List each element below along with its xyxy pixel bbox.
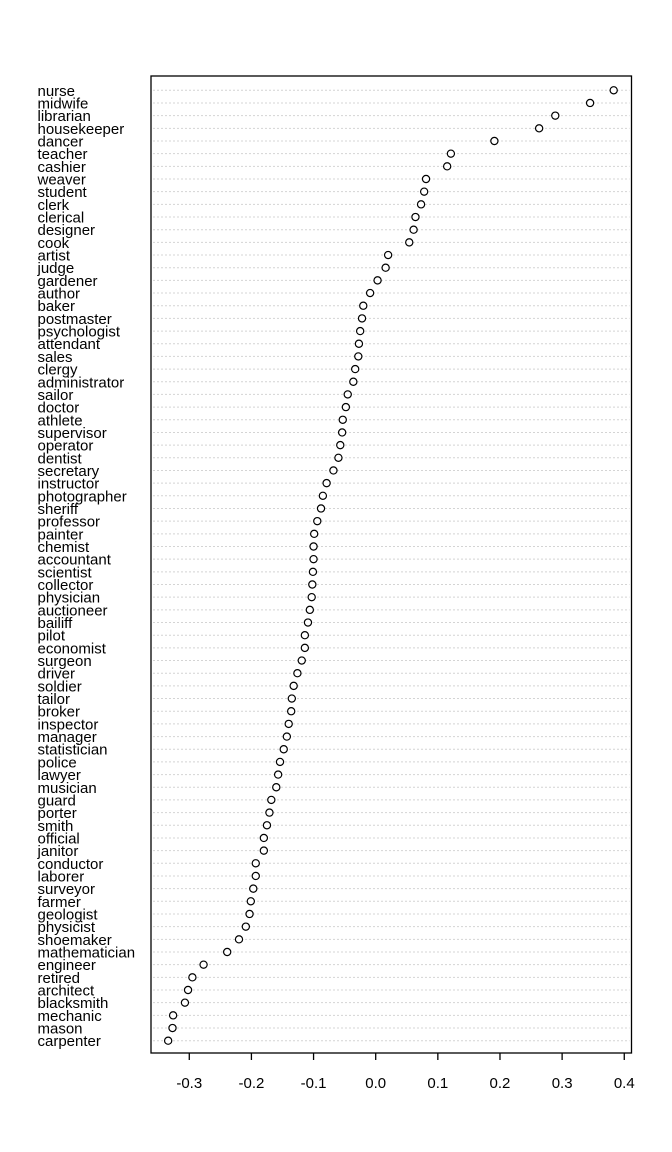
data-point-auctioneer [306,606,313,613]
data-point-nurse [610,87,617,94]
category-label-teacher: teacher [37,146,88,164]
category-label-instructor: instructor [37,475,100,493]
data-point-psychologist [357,327,364,334]
data-point-chemist [310,543,317,550]
category-label-housekeeper: housekeeper [37,120,125,138]
category-label-clerical: clerical [37,209,85,227]
category-label-architect: architect [37,982,95,1000]
data-point-accountant [310,556,317,563]
data-point-tailor [288,695,295,702]
data-point-operator [337,442,344,449]
category-label-pilot: pilot [37,627,66,645]
category-label-soldier: soldier [37,678,82,696]
category-label-tailor: tailor [37,691,71,709]
data-point-designer [410,226,417,233]
category-label-photographer: photographer [37,488,127,506]
data-point-bailiff [304,619,311,626]
data-point-baker [360,302,367,309]
category-label-judge: judge [37,260,75,278]
data-point-housekeeper [536,125,543,132]
category-label-postmaster: postmaster [37,310,112,328]
data-point-retired [189,974,196,981]
category-label-shoemaker: shoemaker [37,931,112,949]
category-label-weaver: weaver [37,171,86,189]
category-label-physicist: physicist [37,919,96,937]
data-point-clerk [417,201,424,208]
data-point-clergy [352,365,359,372]
data-point-cook [406,239,413,246]
data-point-guard [268,796,275,803]
category-label-farmer: farmer [37,893,81,911]
data-point-conductor [252,860,259,867]
category-label-librarian: librarian [37,108,91,126]
data-point-photographer [319,492,326,499]
data-point-scientist [309,568,316,575]
data-point-cashier [444,163,451,170]
category-label-statistician: statistician [37,741,108,759]
category-label-retired: retired [37,969,81,987]
category-label-supervisor: supervisor [37,424,107,442]
category-label-manager: manager [37,729,97,747]
data-point-administrator [350,378,357,385]
x-tick-label: 0.0 [365,1075,387,1092]
x-tick-label: -0.2 [238,1075,265,1092]
data-point-teacher [447,150,454,157]
data-point-farmer [247,898,254,905]
x-tick-label: 0.1 [427,1075,449,1092]
category-label-lawyer: lawyer [37,767,81,785]
category-label-laborer: laborer [37,868,85,886]
category-label-dentist: dentist [37,450,82,468]
data-point-librarian [552,112,559,119]
data-point-author [367,289,374,296]
category-label-guard: guard [37,792,76,810]
category-label-surveyor: surveyor [37,881,96,899]
data-point-manager [283,733,290,740]
category-label-midwife: midwife [37,95,89,113]
data-point-broker [288,708,295,715]
category-label-carpenter: carpenter [37,1033,101,1051]
data-point-shoemaker [235,936,242,943]
data-point-artist [385,251,392,258]
category-label-painter: painter [37,526,84,544]
data-point-doctor [342,404,349,411]
data-point-musician [273,784,280,791]
category-label-administrator: administrator [37,374,125,392]
data-point-physician [308,594,315,601]
data-point-sheriff [317,505,324,512]
data-point-laborer [252,872,259,879]
plot-frame [151,76,632,1053]
data-point-blacksmith [181,999,188,1006]
data-point-lawyer [275,771,282,778]
x-tick-label: 0.3 [551,1075,573,1092]
category-label-operator: operator [37,437,94,455]
category-label-psychologist: psychologist [37,323,121,341]
category-label-sales: sales [37,348,73,366]
data-point-clerical [412,213,419,220]
category-label-accountant: accountant [37,551,111,569]
category-label-author: author [37,285,81,303]
category-label-designer: designer [37,222,96,240]
category-label-bailiff: bailiff [37,615,73,633]
x-tick-label: 0.2 [489,1075,511,1092]
data-point-instructor [323,480,330,487]
category-label-sheriff: sheriff [37,500,79,518]
category-label-mathematician: mathematician [37,944,136,962]
x-tick-label: 0.4 [613,1075,635,1092]
data-point-driver [294,670,301,677]
data-point-supervisor [339,429,346,436]
category-label-collector: collector [37,577,94,595]
category-label-attendant: attendant [37,336,101,354]
data-point-collector [309,581,316,588]
category-label-surgeon: surgeon [37,653,92,671]
category-label-musician: musician [37,779,97,797]
category-label-engineer: engineer [37,957,96,975]
category-label-sailor: sailor [37,386,74,404]
category-label-mason: mason [37,1020,83,1038]
data-point-sales [355,353,362,360]
category-label-physician: physician [37,589,101,607]
x-tick-label: -0.1 [300,1075,327,1092]
data-point-weaver [422,175,429,182]
data-point-postmaster [358,315,365,322]
data-point-dancer [491,137,498,144]
data-point-mason [169,1024,176,1031]
data-point-judge [382,264,389,271]
data-point-police [276,758,283,765]
category-label-baker: baker [37,298,76,316]
category-label-smith: smith [37,817,74,835]
data-point-janitor [260,847,267,854]
category-label-mechanic: mechanic [37,1007,102,1025]
category-label-cashier: cashier [37,158,86,176]
category-label-clergy: clergy [37,361,78,379]
data-point-pilot [301,632,308,639]
category-label-artist: artist [37,247,71,265]
category-label-clerk: clerk [37,196,70,214]
data-point-painter [311,530,318,537]
category-label-auctioneer: auctioneer [37,602,108,620]
data-point-dentist [335,454,342,461]
data-point-mechanic [170,1012,177,1019]
category-label-janitor: janitor [37,843,79,861]
data-point-engineer [200,961,207,968]
category-label-student: student [37,184,87,202]
data-point-official [260,834,267,841]
x-tick-label: -0.3 [176,1075,203,1092]
category-label-gardener: gardener [37,272,98,290]
category-label-geologist: geologist [37,906,98,924]
category-label-blacksmith: blacksmith [37,995,109,1013]
data-point-sailor [344,391,351,398]
category-label-nurse: nurse [37,82,76,100]
data-point-athlete [339,416,346,423]
category-label-dancer: dancer [37,133,84,151]
data-point-attendant [355,340,362,347]
data-point-geologist [246,910,253,917]
data-point-surgeon [298,657,305,664]
category-label-scientist: scientist [37,564,92,582]
category-label-police: police [37,754,77,772]
category-label-driver: driver [37,665,76,683]
category-label-inspector: inspector [37,716,99,734]
data-point-architect [184,986,191,993]
data-point-surveyor [250,885,257,892]
data-point-midwife [586,99,593,106]
category-label-chemist: chemist [37,538,90,556]
data-point-smith [263,822,270,829]
category-label-athlete: athlete [37,412,83,430]
category-label-secretary: secretary [37,462,100,480]
data-point-porter [266,809,273,816]
category-label-conductor: conductor [37,855,104,873]
category-label-porter: porter [37,805,77,823]
data-point-soldier [290,682,297,689]
category-label-professor: professor [37,513,101,531]
category-label-cook: cook [37,234,70,252]
category-label-doctor: doctor [37,399,80,417]
data-point-professor [314,518,321,525]
data-point-mathematician [224,948,231,955]
category-label-broker: broker [37,703,81,721]
category-label-economist: economist [37,640,106,658]
data-point-student [421,188,428,195]
category-label-official: official [37,830,80,848]
data-point-gardener [374,277,381,284]
data-point-inspector [285,720,292,727]
data-point-secretary [330,467,337,474]
data-point-physicist [242,923,249,930]
data-point-economist [301,644,308,651]
data-point-statistician [280,746,287,753]
data-point-carpenter [165,1037,172,1044]
